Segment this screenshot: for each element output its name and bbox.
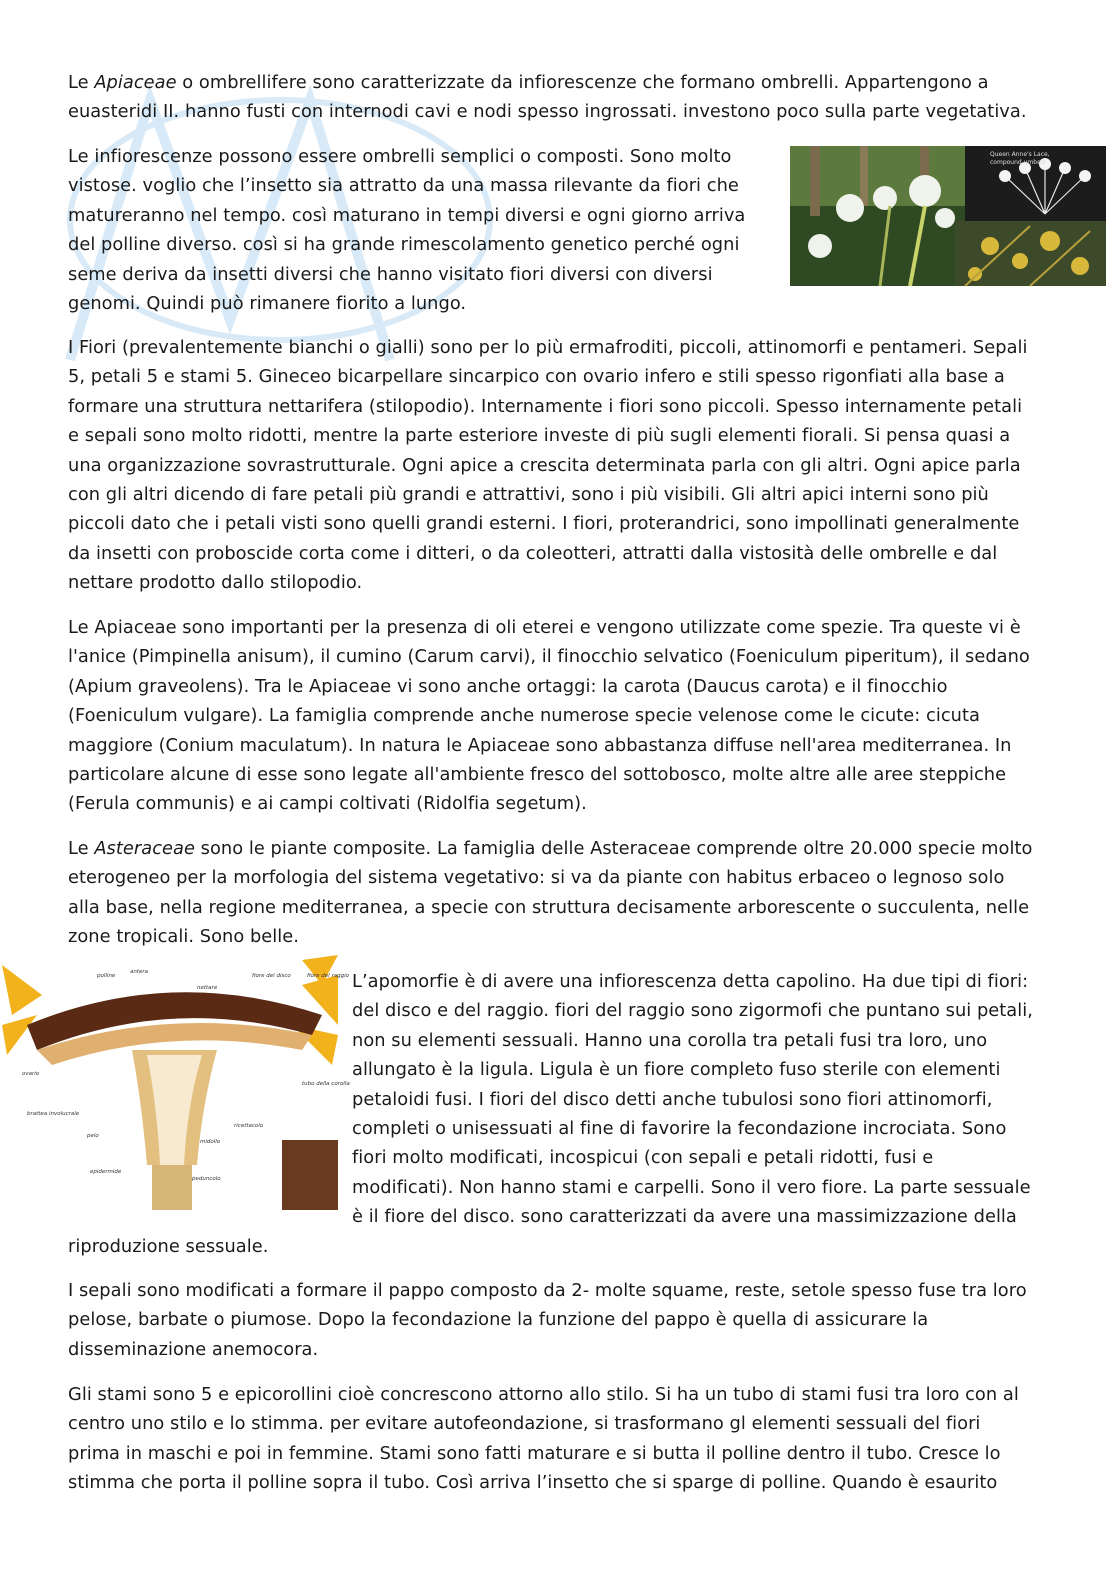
label-fiore-raggio: fiore del raggio — [307, 973, 349, 979]
label-polline: polline — [97, 973, 116, 979]
paragraph-pappus: I sepali sono modificati a formare il pappo composto da 2- molte squame, reste, setole spesso fuse tra loro pelose, barbate o piumose. Dopo la fecondazione la funzione del pappo è quella di assicurare la disseminazione anemocora. — [68, 1280, 1027, 1360]
label-pelo: pelo — [87, 1133, 99, 1139]
label-ovario: ovario — [22, 1071, 40, 1077]
p5-lead: Le — [68, 838, 95, 859]
label-antera: antera — [130, 969, 149, 975]
paragraph-asteraceae-intro — [68, 834, 1058, 952]
label-fiore-disco: fiore del disco — [252, 973, 291, 979]
label-ricettacolo: ricettacolo — [234, 1123, 264, 1129]
p1-rest: o ombrellifere sono caratterizzate da infiorescenze che formano ombrelli. Appartengono a euasteridi II. hanno fusti con internodi cavi e nodi spesso ingrossati. investono poco sulla parte vegetativa. — [68, 72, 1027, 123]
label-brattea: brattea involucrale — [27, 1111, 80, 1117]
paragraph-apiaceae-intro — [68, 68, 1058, 127]
umbel-photo — [790, 146, 1106, 286]
term-apiaceae: Apiaceae — [94, 72, 177, 93]
capitulum-section-diagram — [2, 955, 350, 1210]
p5-rest: sono le piante composite. La famiglia delle Asteraceae comprende oltre 20.000 specie molto eterogeneo per la morfologia del sistema vegetativo: si va da piante con habitus erbaceo o legnoso solo alla base, nella regione mediterranea, a specie con struttura decisamente arborescente o succulenta, nelle zone tropicali. Sono belle. — [68, 838, 1033, 948]
label-peduncolo: peduncolo — [192, 1176, 221, 1182]
label-epidermide: epidermide — [90, 1169, 122, 1175]
label-nettare: nettare — [197, 985, 218, 991]
paragraph-inflorescences: Le infiorescenze possono essere ombrelli semplici o composti. Sono molto vistose. voglio che l’insetto sia attratto da una massa rilevante da fiori che matureranno nel tempo. così maturano in tempi diversi e ogni giorno arriva del polline diverso. così si ha grande rimescolamento genetico perché ogni seme deriva da insetti diversi che hanno visitato fiori diversi con diversi genomi. Quindi può rimanere fiorito a lungo. — [68, 146, 746, 315]
svg-text:Queen Anne's Lace,: Queen Anne's Lace, — [990, 151, 1050, 158]
p1-lead: Le — [68, 72, 95, 93]
label-midollo: midollo — [200, 1139, 221, 1145]
label-tubo: tubo della corolla — [302, 1081, 350, 1087]
paragraph-apiaceae-uses: Le Apiaceae sono importanti per la presenza di oli eterei e vengono utilizzate come spezie. Tra queste vi è l'anice (Pimpinella anisum), il cumino (Carum carvi), il finocchio selvatico (Foeniculum piperitum), il sedano (Apium graveolens). Tra le Apiaceae vi sono anche ortaggi: la carota (Daucus carota) e il finocchio (Foeniculum vulgare). La famiglia comprende anche numerose specie velenose come le cicute: cicuta maggiore (Conium maculatum). In natura le Apiaceae sono abbastanza diffuse nell'area mediterranea. In particolare alcune di esse sono legate all'ambiente fresco del sottobosco, molte altre alle aree steppiche (Ferula communis) e ai campi coltivati (Ridolfia segetum). — [68, 617, 1030, 815]
paragraph-stamens: Gli stami sono 5 e epicorollini cioè concrescono attorno allo stilo. Si ha un tubo di stami fusi tra loro con al centro uno stilo e lo stimma. per evitare autofeondazione, si trasformano gl elementi sessuali del fiori prima in maschi e poi in femmine. Stami sono fatti maturare e si butta il polline dentro il tubo. Cresce lo stimma che porta il polline sopra il tubo. Così arriva l’insetto che si sparge di polline. Quando è esaurito — [68, 1384, 1019, 1494]
paragraph-capitulum-end: riproduzione sessuale. — [68, 1236, 269, 1257]
svg-text:compound umbels: compound umbels — [990, 159, 1046, 166]
paragraph-flowers: I Fiori (prevalentemente bianchi o gialli) sono per lo più ermafroditi, piccoli, attinomorfi e pentameri. Sepali 5, petali 5 e stami 5. Gineceo bicarpellare sincarpico con ovario infero e stili spesso rigonfiati alla base a formare una struttura nettarifera (stilopodio). Internamente i fiori sono piccoli. Spesso internamente petali e sepali sono molto ridotti, mentre la parte esteriore investe di più sugli elementi fiorali. Si pensa quasi a una organizzazione sovrastrutturale. Ogni apice a crescita determinata parla con gli altri. Ogni apice parla con gli altri dicendo di fare petali più grandi e attrattivi, sono i più visibili. Gli altri apici interni sono più piccoli dato che i petali visti sono quelli grandi esterni. I fiori, proterandrici, sono impollinati generalmente da insetti con proboscide corta come i ditteri, o da coleotteri, attratti dalla vistosità delle ombrelle e dal nettare prodotto dallo stilopodio. — [68, 337, 1028, 594]
paragraph-capitulum: L’apomorfie è di avere una infiorescenza detta capolino. Ha due tipi di fiori: del disco e del raggio. fiori del raggio sono zigormofi che puntano sui petali, non su elementi sessuali. Hanno una corolla tra petali fusi tra loro, uno allungato è la ligula. Ligula è un fiore completo fuso sterile con elementi petaloidi fusi. I fiori del disco detti anche tubulosi sono fiori attinomorfi, completi o unisessuati al fine di favorire la fecondazione incrociata. Sono fiori molto modificati, incospicui (con sepali e petali ridotti, fusi e modificati). Non hanno stami e carpelli. Sono il vero fiore. La parte sessuale è il fiore del disco. sono caratterizzati da avere una massimizzazione della — [352, 971, 1033, 1228]
term-asteraceae: Asteraceae — [94, 838, 195, 859]
